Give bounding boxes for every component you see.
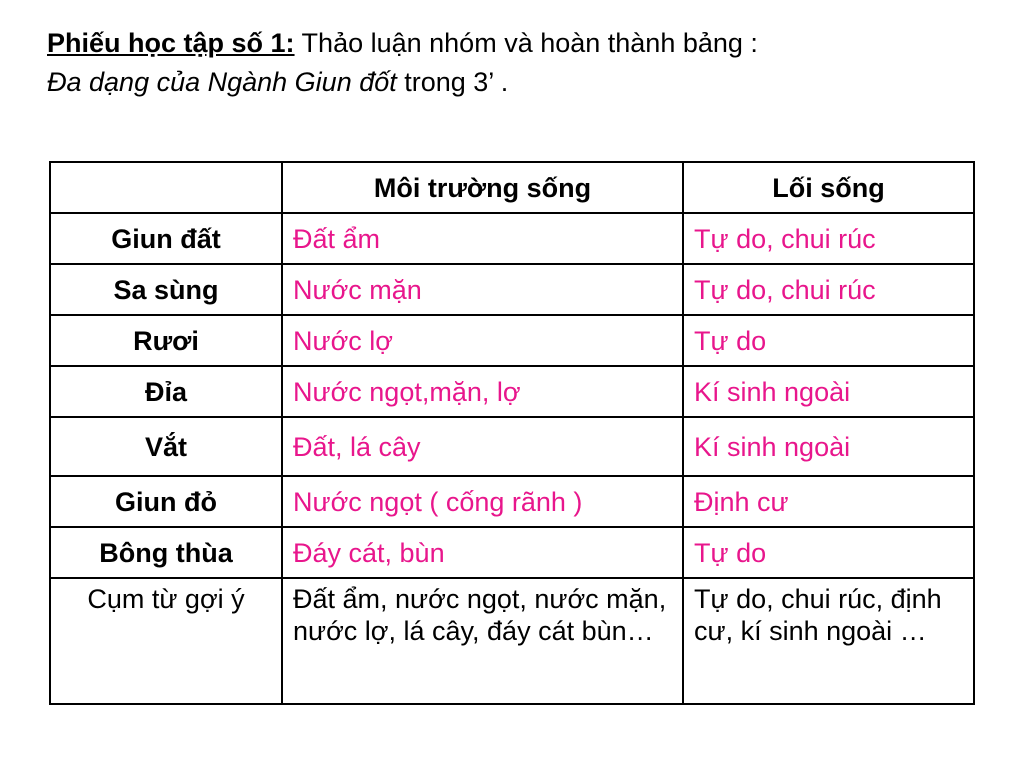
lifestyle-cell: Tự do xyxy=(683,315,974,366)
animal-name: Rươi xyxy=(50,315,282,366)
table-row xyxy=(50,417,974,476)
header-empty-cell xyxy=(50,162,282,213)
lifestyle-cell: Kí sinh ngoài xyxy=(683,417,974,476)
header-lifestyle: Lối sống xyxy=(683,162,974,213)
hint-row xyxy=(50,578,974,704)
animal-name: Bông thùa xyxy=(50,527,282,578)
header-habitat: Môi trường sống xyxy=(282,162,683,213)
habitat-cell: Nước ngọt ( cống rãnh ) xyxy=(282,476,683,527)
lifestyle-cell: Tự do xyxy=(683,527,974,578)
table-row xyxy=(50,264,974,315)
habitat-cell: Nước lợ xyxy=(282,315,683,366)
table-row xyxy=(50,476,974,527)
lifestyle-cell: Tự do, chui rúc xyxy=(683,213,974,264)
annelid-diversity-table xyxy=(49,161,975,705)
habitat-cell: Đất, lá cây xyxy=(282,417,683,476)
animal-name: Sa sùng xyxy=(50,264,282,315)
hint-lifestyle-words: Tự do, chui rúc, định cư, kí sinh ngoài … xyxy=(683,578,974,704)
lifestyle-cell: Tự do, chui rúc xyxy=(683,264,974,315)
animal-name: Vắt xyxy=(50,417,282,476)
table-row xyxy=(50,527,974,578)
lifestyle-cell: Kí sinh ngoài xyxy=(683,366,974,417)
hint-habitat-words: Đất ẩm, nước ngọt, nước mặn, nước lợ, lá cây, đáy cát bùn… xyxy=(282,578,683,704)
worksheet-label: Phiếu học tập số 1: xyxy=(47,28,295,58)
table-row xyxy=(50,366,974,417)
habitat-cell: Đất ẩm xyxy=(282,213,683,264)
lifestyle-cell: Định cư xyxy=(683,476,974,527)
worksheet-heading xyxy=(47,24,1007,102)
table-row xyxy=(50,213,974,264)
table-header-row xyxy=(50,162,974,213)
habitat-cell: Nước ngọt,mặn, lợ xyxy=(282,366,683,417)
hint-label: Cụm từ gợi ý xyxy=(50,578,282,704)
worksheet-topic: Đa dạng của Ngành Giun đốt xyxy=(47,67,397,97)
table-row xyxy=(50,315,974,366)
animal-name: Giun đất xyxy=(50,213,282,264)
worksheet-instruction: Thảo luận nhóm và hoàn thành bảng : xyxy=(294,28,758,58)
animal-name: Giun đỏ xyxy=(50,476,282,527)
habitat-cell: Đáy cát, bùn xyxy=(282,527,683,578)
worksheet-time: trong 3’ . xyxy=(396,67,509,97)
animal-name: Đỉa xyxy=(50,366,282,417)
habitat-cell: Nước mặn xyxy=(282,264,683,315)
